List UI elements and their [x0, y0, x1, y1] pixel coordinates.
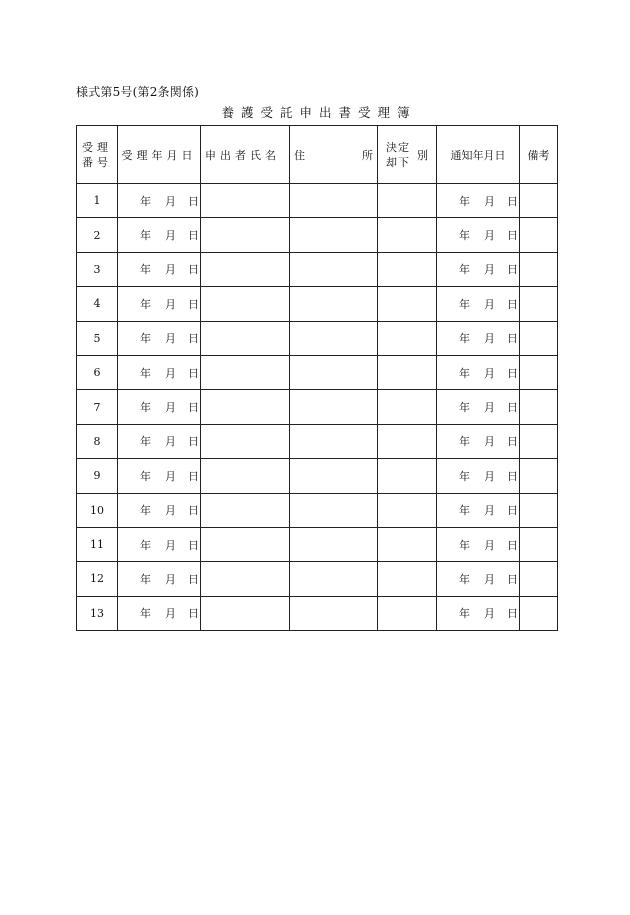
- receipt-number-cell: [77, 459, 118, 493]
- header-applicant-name: 申出者氏名: [201, 126, 290, 184]
- receipt-number: 3: [93, 262, 101, 276]
- day-unit: 日: [507, 538, 518, 552]
- receipt-number-cell: [77, 287, 118, 321]
- receipt-number-cell: [77, 218, 118, 252]
- receipt-number: 8: [93, 434, 101, 448]
- day-unit: 日: [507, 229, 518, 243]
- applicant-name-cell[interactable]: [201, 321, 290, 355]
- month-unit: 月: [165, 229, 176, 243]
- applicant-name-cell[interactable]: [201, 493, 290, 527]
- register-table: [76, 125, 558, 631]
- address-cell[interactable]: [290, 287, 378, 321]
- month-unit: 月: [484, 435, 495, 449]
- header-address: [290, 126, 378, 184]
- day-unit: 日: [188, 435, 199, 449]
- year-unit: 年: [140, 332, 151, 346]
- applicant-name-cell[interactable]: [201, 424, 290, 458]
- receipt-number-cell: [77, 184, 118, 218]
- header-receipt-number: [77, 126, 118, 184]
- month-unit: 月: [484, 607, 495, 621]
- year-unit: 年: [140, 538, 151, 552]
- receipt-number-cell: [77, 424, 118, 458]
- receipt-date-cell[interactable]: [118, 252, 201, 286]
- receipt-number-cell: [77, 252, 118, 286]
- year-unit: 年: [459, 194, 470, 208]
- notification-date-cell[interactable]: [437, 355, 520, 389]
- receipt-date-cell[interactable]: [118, 562, 201, 596]
- receipt-date-cell[interactable]: [118, 321, 201, 355]
- address-cell[interactable]: [290, 321, 378, 355]
- notification-date-cell[interactable]: [437, 493, 520, 527]
- table-row: [77, 184, 558, 218]
- remarks-cell[interactable]: [520, 390, 558, 424]
- decision-cell[interactable]: [378, 218, 437, 252]
- remarks-cell[interactable]: [520, 218, 558, 252]
- day-unit: 日: [188, 572, 199, 586]
- notification-date-cell[interactable]: [437, 424, 520, 458]
- remarks-cell[interactable]: [520, 562, 558, 596]
- year-unit: 年: [140, 469, 151, 483]
- header-decision-line1: 決定: [386, 140, 410, 154]
- day-unit: 日: [188, 194, 199, 208]
- receipt-date-cell[interactable]: [118, 355, 201, 389]
- notification-date-cell[interactable]: [437, 596, 520, 630]
- address-cell[interactable]: [290, 252, 378, 286]
- month-unit: 月: [165, 297, 176, 311]
- applicant-name-cell[interactable]: [201, 459, 290, 493]
- receipt-date-cell[interactable]: [118, 287, 201, 321]
- month-unit: 月: [165, 572, 176, 586]
- day-unit: 日: [188, 401, 199, 415]
- day-unit: 日: [507, 297, 518, 311]
- day-unit: 日: [188, 263, 199, 277]
- month-unit: 月: [165, 607, 176, 621]
- table-row: [77, 493, 558, 527]
- year-unit: 年: [140, 263, 151, 277]
- receipt-number: 12: [90, 572, 104, 586]
- month-unit: 月: [484, 469, 495, 483]
- register-body: [77, 184, 558, 631]
- day-unit: 日: [507, 504, 518, 518]
- table-row: [77, 596, 558, 630]
- remarks-cell[interactable]: [520, 527, 558, 561]
- receipt-number-cell: [77, 390, 118, 424]
- day-unit: 日: [507, 572, 518, 586]
- month-unit: 月: [165, 401, 176, 415]
- header-notification-date: 通知年月日: [437, 126, 520, 184]
- form-number: 様式第5号(第2条関係): [76, 85, 200, 99]
- address-cell[interactable]: [290, 390, 378, 424]
- table-row: [77, 527, 558, 561]
- year-unit: 年: [140, 435, 151, 449]
- notification-date-cell[interactable]: [437, 218, 520, 252]
- day-unit: 日: [188, 297, 199, 311]
- month-unit: 月: [484, 572, 495, 586]
- notification-date-cell[interactable]: [437, 562, 520, 596]
- address-cell[interactable]: [290, 355, 378, 389]
- table-row: [77, 562, 558, 596]
- applicant-name-cell[interactable]: [201, 287, 290, 321]
- month-unit: 月: [484, 263, 495, 277]
- receipt-date-cell[interactable]: [118, 596, 201, 630]
- table-row: [77, 355, 558, 389]
- receipt-date-cell[interactable]: [118, 527, 201, 561]
- applicant-name-cell[interactable]: [201, 252, 290, 286]
- month-unit: 月: [484, 401, 495, 415]
- year-unit: 年: [459, 538, 470, 552]
- header-decision: [378, 126, 437, 184]
- day-unit: 日: [188, 469, 199, 483]
- receipt-date-cell[interactable]: [118, 218, 201, 252]
- applicant-name-cell[interactable]: [201, 527, 290, 561]
- year-unit: 年: [459, 607, 470, 621]
- table-row: [77, 424, 558, 458]
- header-decision-line2: 却下: [386, 155, 410, 169]
- month-unit: 月: [165, 332, 176, 346]
- header-receipt-number-line2: 番号: [82, 155, 112, 169]
- applicant-name-cell[interactable]: [201, 218, 290, 252]
- address-cell[interactable]: [290, 218, 378, 252]
- year-unit: 年: [459, 263, 470, 277]
- table-row: [77, 287, 558, 321]
- document-title: 養護受託申出書受理簿: [221, 105, 417, 120]
- year-unit: 年: [459, 401, 470, 415]
- year-unit: 年: [140, 572, 151, 586]
- table-row: [77, 321, 558, 355]
- remarks-cell[interactable]: [520, 424, 558, 458]
- month-unit: 月: [484, 297, 495, 311]
- notification-date-cell[interactable]: [437, 527, 520, 561]
- receipt-date-cell[interactable]: [118, 493, 201, 527]
- decision-cell[interactable]: [378, 459, 437, 493]
- applicant-name-cell[interactable]: [201, 184, 290, 218]
- receipt-number-cell: [77, 562, 118, 596]
- notification-date-cell[interactable]: [437, 390, 520, 424]
- receipt-number-cell: [77, 493, 118, 527]
- year-unit: 年: [459, 572, 470, 586]
- day-unit: 日: [188, 504, 199, 518]
- receipt-number-cell: [77, 527, 118, 561]
- month-unit: 月: [165, 469, 176, 483]
- remarks-cell[interactable]: [520, 355, 558, 389]
- day-unit: 日: [507, 435, 518, 449]
- day-unit: 日: [507, 401, 518, 415]
- day-unit: 日: [507, 332, 518, 346]
- address-cell[interactable]: [290, 493, 378, 527]
- table-row: [77, 252, 558, 286]
- month-unit: 月: [165, 263, 176, 277]
- month-unit: 月: [484, 194, 495, 208]
- receipt-number: 1: [93, 194, 101, 208]
- header-address-part2: 所: [362, 148, 373, 162]
- remarks-cell[interactable]: [520, 252, 558, 286]
- receipt-number: 10: [90, 503, 104, 517]
- applicant-name-cell[interactable]: [201, 390, 290, 424]
- decision-cell[interactable]: [378, 527, 437, 561]
- year-unit: 年: [140, 366, 151, 380]
- receipt-number: 13: [90, 606, 104, 620]
- day-unit: 日: [188, 332, 199, 346]
- month-unit: 月: [165, 504, 176, 518]
- month-unit: 月: [165, 194, 176, 208]
- applicant-name-cell[interactable]: [201, 562, 290, 596]
- receipt-number: 2: [93, 228, 101, 242]
- address-cell[interactable]: [290, 527, 378, 561]
- decision-cell[interactable]: [378, 596, 437, 630]
- decision-cell[interactable]: [378, 184, 437, 218]
- decision-cell[interactable]: [378, 493, 437, 527]
- address-cell[interactable]: [290, 596, 378, 630]
- header-remarks: 備考: [520, 126, 558, 184]
- month-unit: 月: [484, 366, 495, 380]
- remarks-cell[interactable]: [520, 596, 558, 630]
- decision-cell[interactable]: [378, 562, 437, 596]
- month-unit: 月: [165, 538, 176, 552]
- address-cell[interactable]: [290, 184, 378, 218]
- year-unit: 年: [140, 504, 151, 518]
- receipt-number-cell: [77, 321, 118, 355]
- receipt-date-cell[interactable]: [118, 424, 201, 458]
- notification-date-cell[interactable]: [437, 287, 520, 321]
- year-unit: 年: [459, 332, 470, 346]
- decision-cell[interactable]: [378, 424, 437, 458]
- year-unit: 年: [459, 229, 470, 243]
- receipt-number: 6: [93, 366, 101, 380]
- remarks-cell[interactable]: [520, 321, 558, 355]
- month-unit: 月: [484, 504, 495, 518]
- receipt-date-cell[interactable]: [118, 390, 201, 424]
- notification-date-cell[interactable]: [437, 321, 520, 355]
- remarks-cell[interactable]: [520, 287, 558, 321]
- applicant-name-cell[interactable]: [201, 596, 290, 630]
- decision-cell[interactable]: [378, 321, 437, 355]
- year-unit: 年: [459, 469, 470, 483]
- remarks-cell[interactable]: [520, 493, 558, 527]
- remarks-cell[interactable]: [520, 459, 558, 493]
- month-unit: 月: [165, 366, 176, 380]
- year-unit: 年: [140, 297, 151, 311]
- receipt-number: 9: [93, 469, 101, 483]
- decision-cell[interactable]: [378, 390, 437, 424]
- table-row: [77, 459, 558, 493]
- receipt-date-cell[interactable]: [118, 184, 201, 218]
- day-unit: 日: [507, 263, 518, 277]
- day-unit: 日: [188, 229, 199, 243]
- day-unit: 日: [188, 538, 199, 552]
- month-unit: 月: [484, 332, 495, 346]
- day-unit: 日: [507, 469, 518, 483]
- applicant-name-cell[interactable]: [201, 355, 290, 389]
- year-unit: 年: [140, 607, 151, 621]
- decision-cell[interactable]: [378, 287, 437, 321]
- year-unit: 年: [140, 229, 151, 243]
- day-unit: 日: [507, 366, 518, 380]
- year-unit: 年: [459, 297, 470, 311]
- header-row: [77, 126, 558, 184]
- address-cell[interactable]: [290, 459, 378, 493]
- table-row: [77, 218, 558, 252]
- year-unit: 年: [140, 194, 151, 208]
- receipt-number: 11: [90, 538, 104, 552]
- address-cell[interactable]: [290, 424, 378, 458]
- remarks-cell[interactable]: [520, 184, 558, 218]
- day-unit: 日: [188, 366, 199, 380]
- header-receipt-number-line1: 受理: [82, 140, 112, 154]
- year-unit: 年: [459, 435, 470, 449]
- notification-date-cell[interactable]: [437, 459, 520, 493]
- day-unit: 日: [507, 194, 518, 208]
- receipt-number-cell: [77, 596, 118, 630]
- receipt-number: 5: [93, 331, 101, 345]
- decision-cell[interactable]: [378, 252, 437, 286]
- day-unit: 日: [188, 607, 199, 621]
- notification-date-cell[interactable]: [437, 252, 520, 286]
- receipt-number: 7: [93, 400, 101, 414]
- receipt-number-cell: [77, 355, 118, 389]
- month-unit: 月: [484, 229, 495, 243]
- header-address-part1: 住: [294, 148, 305, 162]
- month-unit: 月: [484, 538, 495, 552]
- decision-cell[interactable]: [378, 355, 437, 389]
- receipt-date-cell[interactable]: [118, 459, 201, 493]
- year-unit: 年: [459, 366, 470, 380]
- year-unit: 年: [459, 504, 470, 518]
- month-unit: 月: [165, 435, 176, 449]
- header-receipt-date: 受理年月日: [118, 126, 201, 184]
- table-row: [77, 390, 558, 424]
- day-unit: 日: [507, 607, 518, 621]
- year-unit: 年: [140, 401, 151, 415]
- address-cell[interactable]: [290, 562, 378, 596]
- header-decision-suffix: 別: [417, 148, 428, 162]
- receipt-number: 4: [93, 297, 101, 311]
- notification-date-cell[interactable]: [437, 184, 520, 218]
